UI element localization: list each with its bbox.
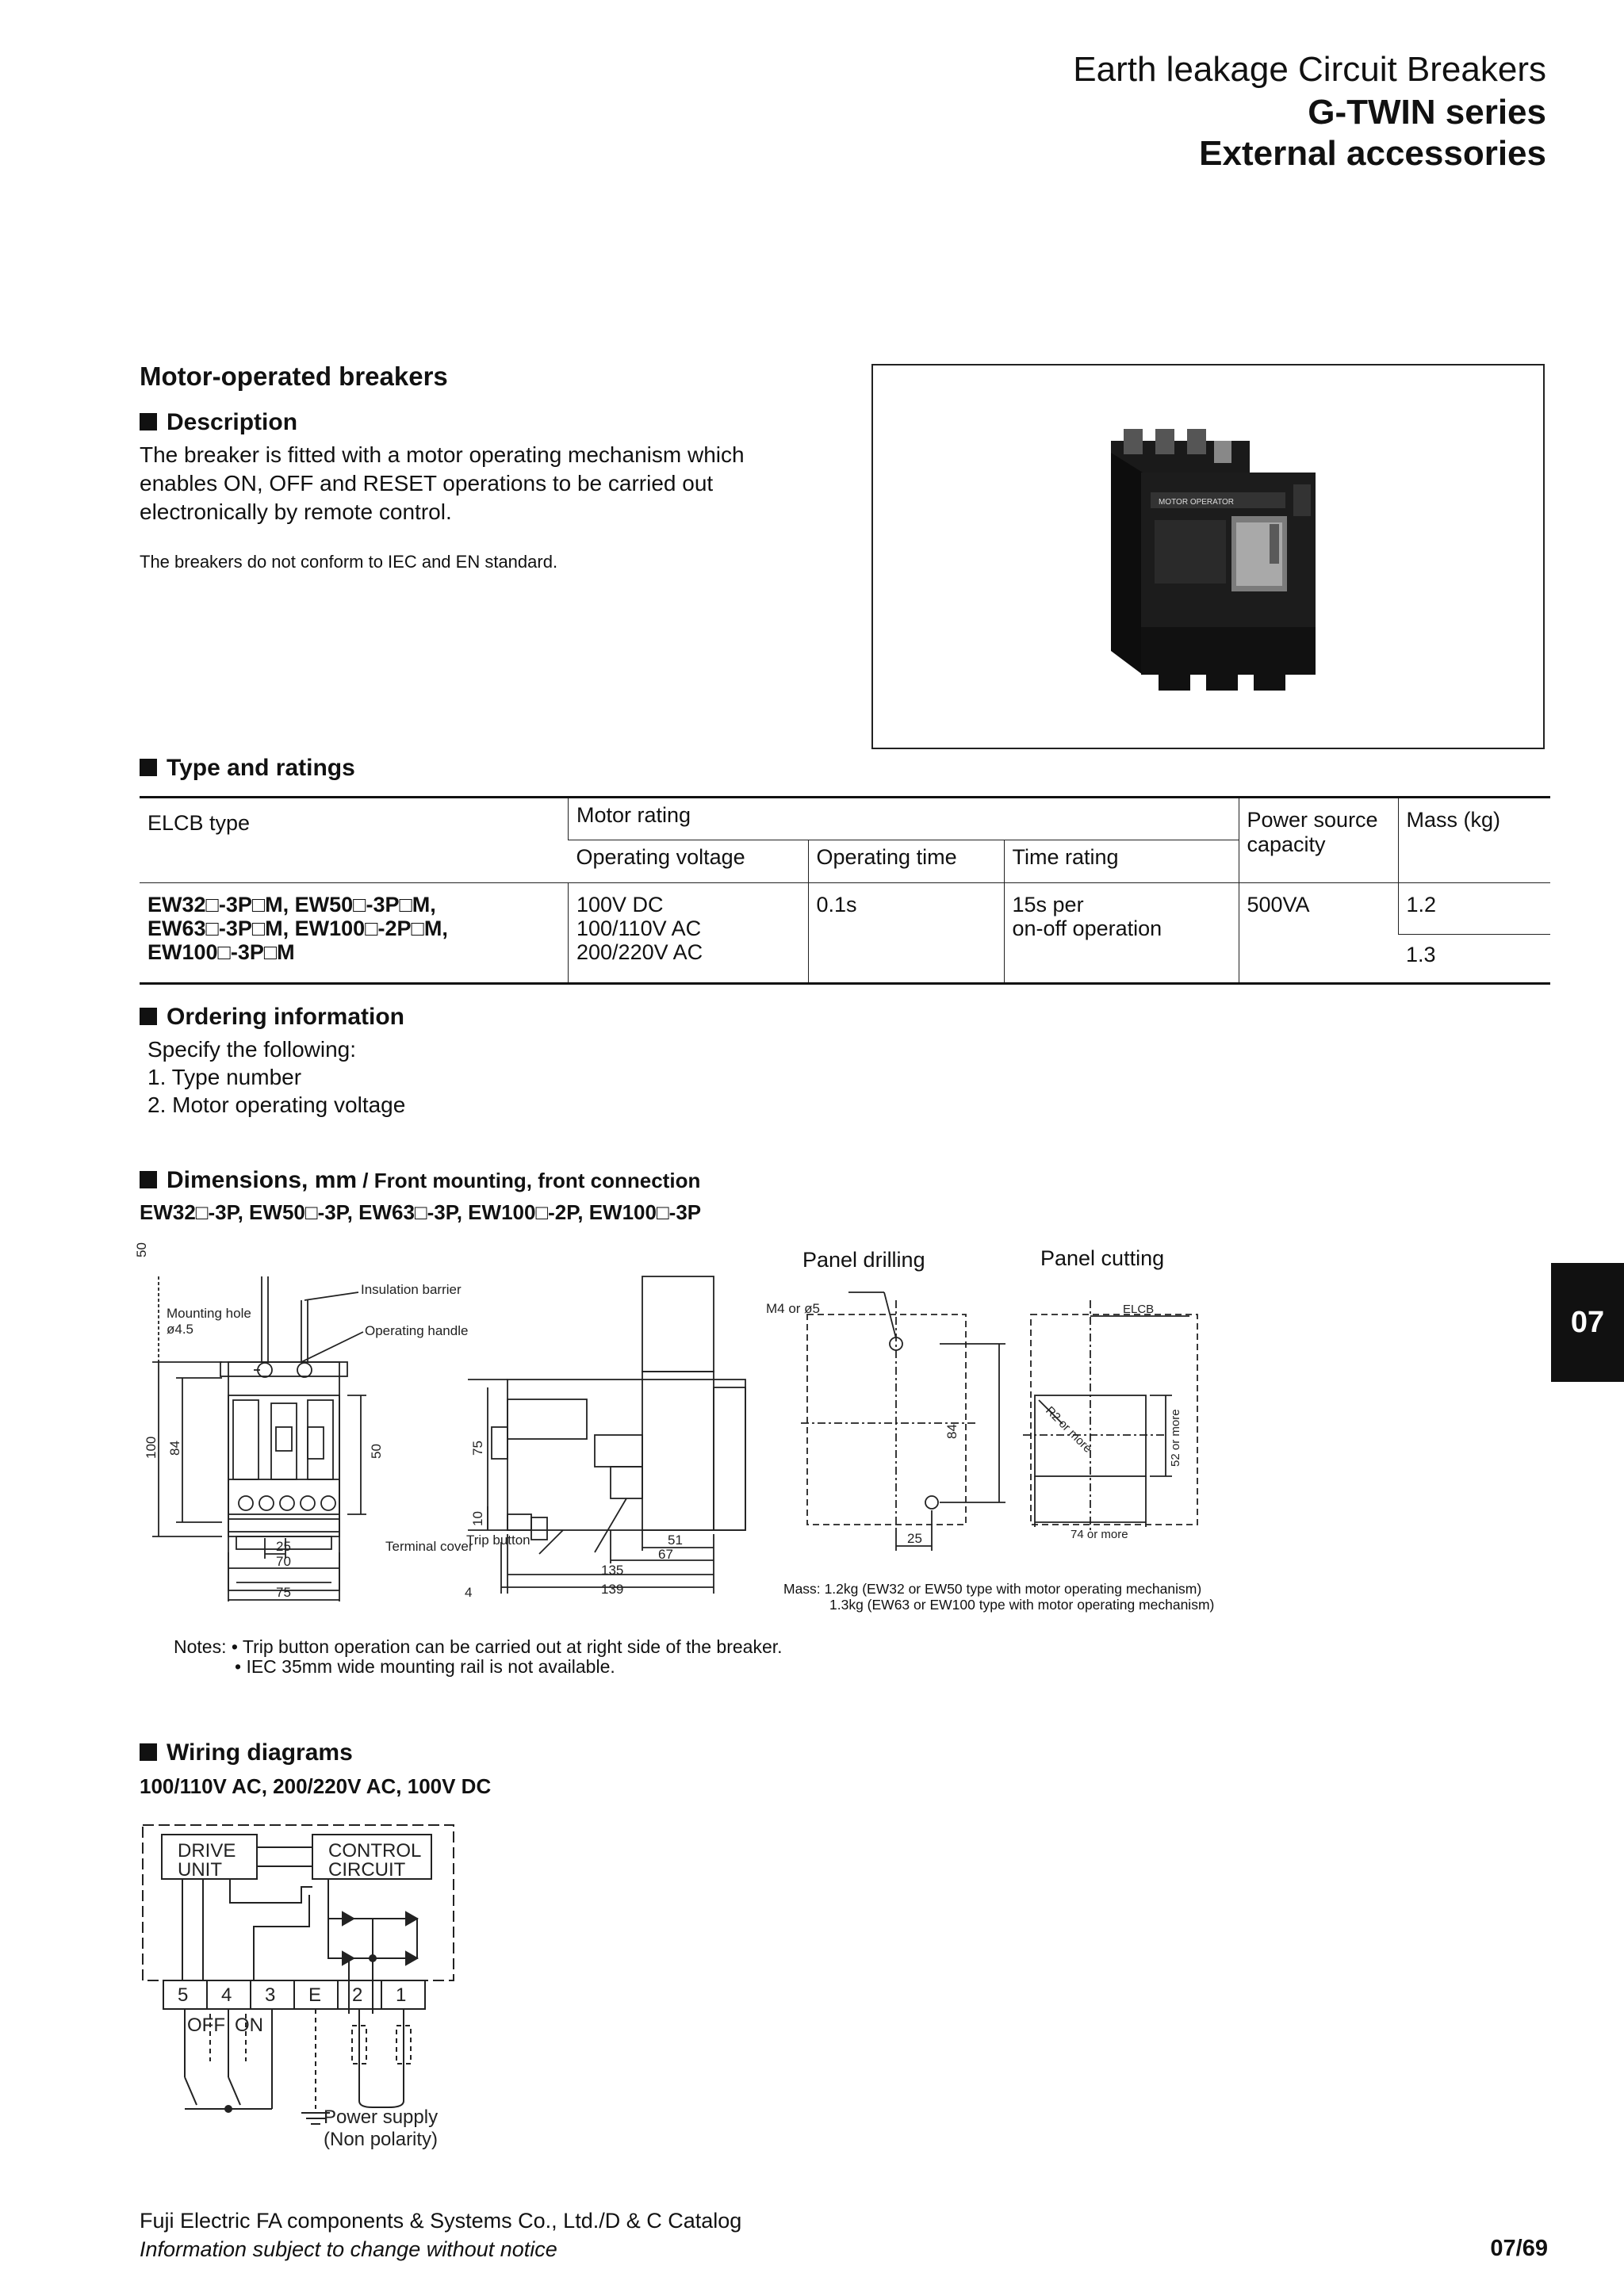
- header-subtitle: External accessories: [1199, 134, 1546, 173]
- voltages-cell: 100V DC 100/110V AC 200/220V AC: [569, 882, 809, 982]
- description-heading: Description: [140, 409, 297, 436]
- section-tab-number: 07: [1551, 1263, 1624, 1382]
- svg-text:4: 4: [465, 1585, 473, 1600]
- col-mass: Mass (kg): [1398, 798, 1550, 882]
- col-time-rating: Time rating: [1004, 840, 1239, 882]
- svg-text:Insulation barrier: Insulation barrier: [361, 1282, 462, 1297]
- svg-text:MOTOR OPERATOR: MOTOR OPERATOR: [1159, 498, 1235, 507]
- svg-text:ELCB: ELCB: [1123, 1303, 1155, 1316]
- col-power-source: Power source capacity: [1239, 798, 1398, 882]
- svg-text:84: 84: [944, 1424, 959, 1439]
- header-title: Earth leakage Circuit Breakers: [1073, 50, 1546, 89]
- ratings-table: [140, 798, 1550, 982]
- svg-text:Mounting hole: Mounting hole: [167, 1306, 251, 1321]
- svg-text:Power supply: Power supply: [324, 2107, 439, 2128]
- footer-company: Fuji Electric FA components & Systems Co., Ltd./D & C Catalog: [140, 2209, 742, 2233]
- svg-text:E: E: [308, 1984, 322, 2006]
- bullet-square-icon: [140, 1008, 157, 1025]
- section-tab: [1551, 1263, 1624, 1382]
- bullet-square-icon: [140, 1743, 157, 1761]
- wiring-heading: Wiring diagrams: [140, 1739, 353, 1766]
- svg-text:3: 3: [265, 1984, 276, 2006]
- footer-disclaimer: Information subject to change without notice: [140, 2237, 557, 2261]
- wiring-diagram: [135, 1816, 500, 2156]
- svg-text:135: 135: [601, 1563, 624, 1578]
- svg-text:70: 70: [276, 1554, 291, 1569]
- header-series: G-TWIN series: [1308, 93, 1546, 132]
- mass-cell-1: 1.2: [1398, 882, 1550, 934]
- ordering-list: Specify the following: 1. Type number 2. Motor operating voltage: [147, 1037, 406, 1117]
- bullet-square-icon: [140, 759, 157, 776]
- dimensions-notes: Notes: • Trip button operation can be carried out at right side of the breaker. • IEC 35mm wide mounting rail is not available.: [174, 1636, 783, 1677]
- svg-text:Operating handle: Operating handle: [365, 1323, 469, 1338]
- op-time-cell: 0.1s: [808, 882, 1004, 982]
- wiring-voltages: 100/110V AC, 200/220V AC, 100V DC: [140, 1774, 492, 1798]
- col-elcb-type: ELCB type: [147, 811, 251, 835]
- svg-text:5: 5: [178, 1984, 189, 2006]
- svg-text:67: 67: [658, 1547, 673, 1562]
- svg-text:4: 4: [221, 1984, 232, 2006]
- svg-text:100: 100: [144, 1436, 159, 1459]
- bullet-square-icon: [140, 1171, 157, 1188]
- svg-text:M4 or ø5: M4 or ø5: [766, 1301, 821, 1316]
- panel-drilling-label: Panel drilling: [802, 1248, 925, 1272]
- dimensions-heading: Dimensions, mm / Front mounting, front connection: [140, 1167, 700, 1194]
- ordering-heading: Ordering information: [140, 1004, 404, 1031]
- panel-cutting-label: Panel cutting: [1040, 1246, 1165, 1270]
- product-name: Motor-operated breakers: [140, 362, 448, 391]
- col-motor-rating: Motor rating: [569, 798, 1239, 840]
- svg-text:84: 84: [167, 1441, 182, 1456]
- svg-text:2: 2: [352, 1984, 363, 2006]
- dimensions-mass: Mass: 1.2kg (EW32 or EW50 type with motor operating mechanism) 1.3kg (EW63 or EW100 type with motor operating mechanism): [783, 1581, 1215, 1613]
- dimensions-models: EW32□-3P, EW50□-3P, EW63□-3P, EW100□-2P, EW100□-3P: [140, 1200, 702, 1224]
- svg-text:25: 25: [907, 1531, 922, 1546]
- power-cell: 500VA: [1239, 882, 1398, 982]
- svg-text:52 or more: 52 or more: [1169, 1409, 1182, 1467]
- svg-text:50: 50: [369, 1444, 384, 1459]
- svg-text:75: 75: [276, 1585, 291, 1600]
- svg-text:50: 50: [134, 1242, 149, 1257]
- ratings-heading: Type and ratings: [140, 755, 355, 782]
- svg-text:25: 25: [276, 1539, 291, 1554]
- bullet-square-icon: [140, 413, 157, 430]
- standard-note: The breakers do not conform to IEC and EN standard.: [140, 552, 558, 572]
- svg-text:UNIT: UNIT: [178, 1859, 222, 1881]
- elcb-types-cell: EW32□-3P□M, EW50□-3P□M, EW63□-3P□M, EW100□-2P□M, EW100□-3P□M: [147, 892, 448, 964]
- mass-cell-2: 1.3: [1406, 942, 1436, 966]
- svg-text:Terminal cover: Terminal cover: [385, 1539, 473, 1554]
- description-text: The breaker is fitted with a motor operating mechanism which enables ON, OFF and RESET operations to be carried out electronically by remote control.: [140, 442, 745, 524]
- svg-text:Trip button: Trip button: [466, 1533, 530, 1548]
- svg-text:1: 1: [396, 1984, 407, 2006]
- svg-text:CONTROL: CONTROL: [328, 1840, 422, 1862]
- col-operating-voltage: Operating voltage: [576, 844, 745, 869]
- motor-breaker-photo: [873, 365, 1543, 748]
- footer-page-number: 07/69: [1490, 2236, 1548, 2261]
- ratings-table-wrap: [140, 796, 1550, 985]
- col-operating-time: Operating time: [808, 840, 1004, 882]
- svg-text:139: 139: [601, 1582, 624, 1597]
- svg-text:51: 51: [668, 1533, 683, 1548]
- svg-text:DRIVE: DRIVE: [178, 1840, 236, 1862]
- svg-text:75: 75: [470, 1441, 485, 1456]
- time-rating-cell: 15s per on-off operation: [1004, 882, 1239, 982]
- svg-text:CIRCUIT: CIRCUIT: [328, 1859, 406, 1881]
- product-photo-frame: [871, 364, 1545, 749]
- svg-text:(Non polarity): (Non polarity): [324, 2129, 439, 2150]
- svg-text:10: 10: [470, 1511, 485, 1526]
- svg-text:74 or more: 74 or more: [1071, 1528, 1128, 1541]
- svg-text:ON: ON: [235, 2015, 263, 2036]
- svg-text:OFF: OFF: [187, 2015, 225, 2036]
- svg-text:ø4.5: ø4.5: [167, 1322, 194, 1337]
- svg-text:R2 or more: R2 or more: [1043, 1403, 1095, 1456]
